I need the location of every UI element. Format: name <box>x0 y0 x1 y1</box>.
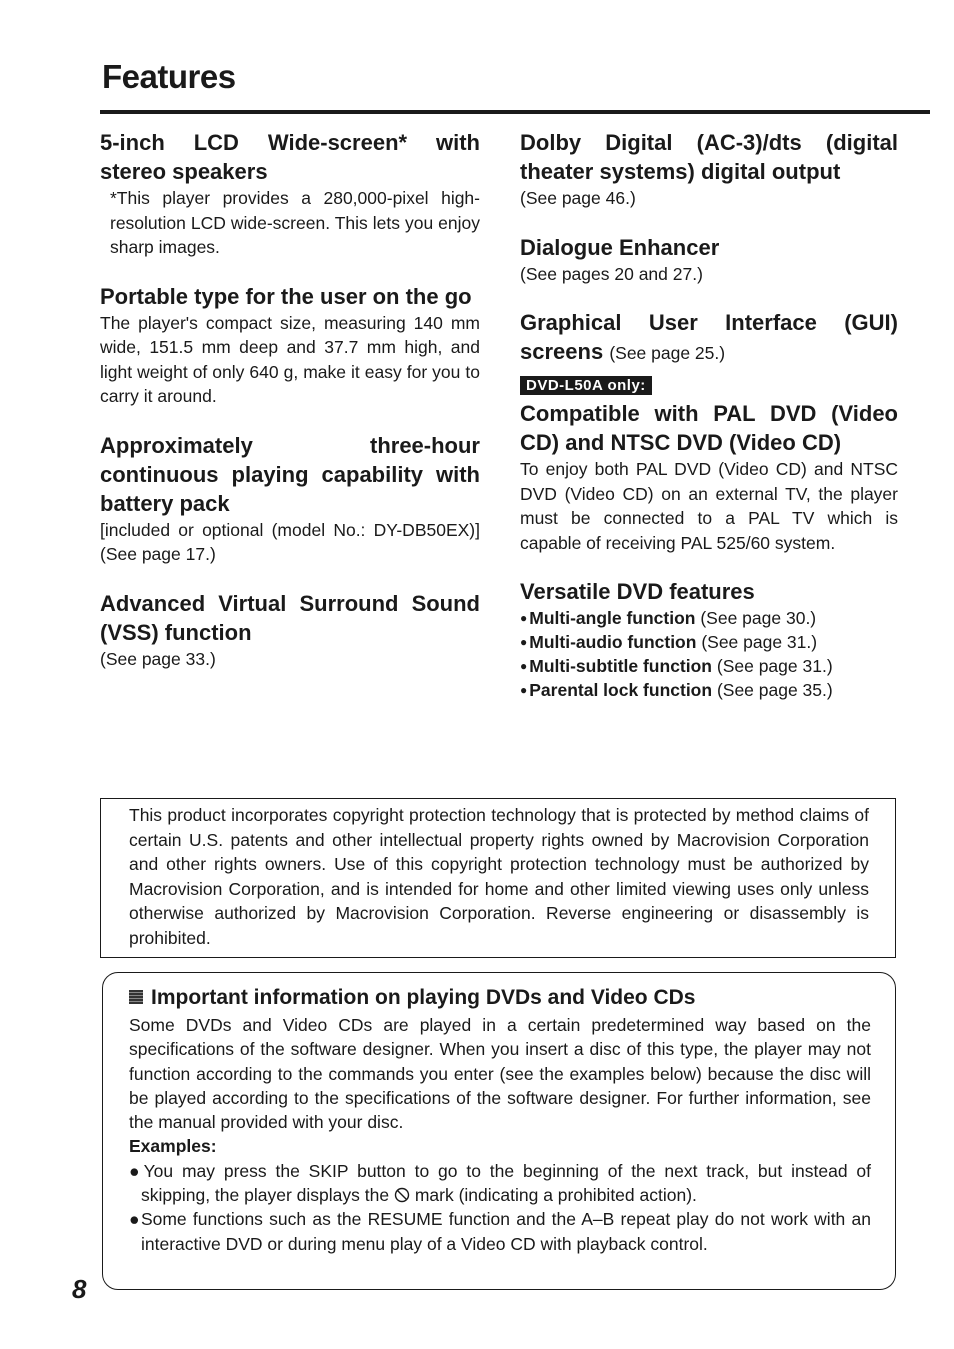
feature-dialogue-body: (See pages 20 and 27.) <box>520 263 703 284</box>
left-column <box>100 128 480 687</box>
feature-name: Parental lock function <box>529 680 713 700</box>
example-text: Some functions such as the RESUME function and the A–B repeat play do not work with an interactive DVD or during menu play of a Video CD with playback control. <box>140 1209 871 1254</box>
feature-compatible-section <box>520 399 898 555</box>
feature-ref: (See page 30.) <box>700 608 817 628</box>
feature-lcd-section <box>100 128 480 260</box>
important-info-heading <box>129 983 871 1013</box>
page-number: 8 <box>72 1274 87 1304</box>
bullet-icon: ● <box>129 1209 141 1230</box>
feature-versatile-section <box>520 577 898 702</box>
prohibited-icon <box>394 1187 410 1203</box>
feature-dolby-body: (See page 46.) <box>520 188 636 208</box>
feature-vss-section <box>100 589 480 672</box>
feature-battery-heading: Approximately three-hour continuous playing capability with battery pack <box>100 432 480 516</box>
example-text-after: mark (indicating a prohibited action). <box>414 1185 697 1206</box>
feature-gui-note: (See page 25.) <box>609 343 726 363</box>
versatile-feature-list <box>520 606 898 702</box>
feature-ref: (See page 35.) <box>716 680 833 700</box>
feature-gui-heading <box>520 308 898 368</box>
feature-gui-title: Graphical User Interface (GUI) screens <box>520 310 898 364</box>
feature-dolby-section <box>520 128 898 211</box>
square-marker-icon <box>129 990 143 1004</box>
feature-versatile-heading: Versatile DVD features <box>520 579 755 604</box>
feature-battery-section <box>100 431 480 567</box>
important-info-body: Some DVDs and Video CDs are played in a certain predetermined way based on the specifications of the software designer. When you insert a disc of this type, the player may not function according to the commands you enter (see the examples below) because the disc will be played according to the specifications of the software designer. For further information, see the manual provided with your disc. <box>129 1015 871 1133</box>
page-title: Features <box>102 58 236 95</box>
feature-lcd-body: *This player provides a 280,000-pixel high-resolution LCD wide-screen. This lets you enjoy sharp images. <box>110 188 480 257</box>
examples-label: Examples: <box>129 1136 217 1157</box>
examples-list <box>129 1159 871 1256</box>
feature-vss-body: (See page 33.) <box>100 648 216 669</box>
feature-portable-heading: Portable type for the user on the go <box>100 283 472 309</box>
model-badge: DVD-L50A only: <box>520 376 652 395</box>
feature-ref: (See page 31.) <box>716 656 833 676</box>
important-info-box <box>102 972 896 1290</box>
feature-ref: (See page 31.) <box>701 632 818 652</box>
feature-dialogue-heading: Dialogue Enhancer <box>520 234 720 260</box>
feature-battery-body: [included or optional (model No.: DY-DB50EX)] (See page 17.) <box>100 519 480 564</box>
list-item <box>129 1207 871 1256</box>
feature-lcd-heading: 5-inch LCD Wide-screen* with stereo speakers <box>100 130 480 184</box>
bullet-icon: ● <box>520 635 528 649</box>
feature-dolby-heading: Dolby Digital (AC-3)/dts (digital theater systems) digital output <box>520 130 898 184</box>
feature-name: Multi-angle function <box>529 608 696 628</box>
title-rule <box>100 110 930 114</box>
copyright-notice-box <box>100 798 896 958</box>
right-column <box>520 128 898 718</box>
copyright-notice-text: This product incorporates copyright protection technology that is protected by method claims of certain U.S. patents and other intellectual property rights owned by Macrovision Corporation and other rights owners. Use of this copyright protection technology must be authorized by Macrovision Corporation, and is intended for home and other limited viewing uses only unless otherwise authorized by Macrovision Corporation. Reverse engineering or disassembly is prohibited. <box>129 805 869 948</box>
bullet-icon: ● <box>520 683 528 697</box>
bullet-icon: ● <box>520 659 528 673</box>
list-item <box>520 678 898 702</box>
feature-dialogue-section <box>520 233 898 287</box>
feature-portable-section <box>100 282 480 409</box>
feature-portable-body: The player's compact size, measuring 140 mm wide, 151.5 mm deep and 37.7 mm high, and light weight of only 640 g, make it easy for you to carry it around. <box>100 312 480 406</box>
feature-vss-heading: Advanced Virtual Surround Sound (VSS) function <box>100 590 480 645</box>
feature-name: Multi-subtitle function <box>529 656 712 676</box>
list-item <box>520 654 898 678</box>
feature-gui-section <box>520 308 898 368</box>
important-info-title: Important information on playing DVDs and Video CDs <box>151 986 696 1009</box>
list-item <box>520 606 898 630</box>
list-item <box>520 630 898 654</box>
feature-name: Multi-audio function <box>529 632 697 652</box>
bullet-icon: ● <box>129 1160 144 1181</box>
list-item <box>129 1159 871 1208</box>
feature-compatible-body: To enjoy both PAL DVD (Video CD) and NTSC DVD (Video CD) on an external TV, the player must be connected to a PAL TV which is capable of receiving PAL 525/60 system. <box>520 459 898 553</box>
example-text-before: You may press the SKIP button to go to the beginning of the next track, but instead of skipping, the player displays the <box>141 1160 871 1206</box>
important-info-content <box>129 983 871 1256</box>
feature-compatible-heading: Compatible with PAL DVD (Video CD) and NTSC DVD (Video CD) <box>520 401 898 455</box>
bullet-icon: ● <box>520 611 528 625</box>
